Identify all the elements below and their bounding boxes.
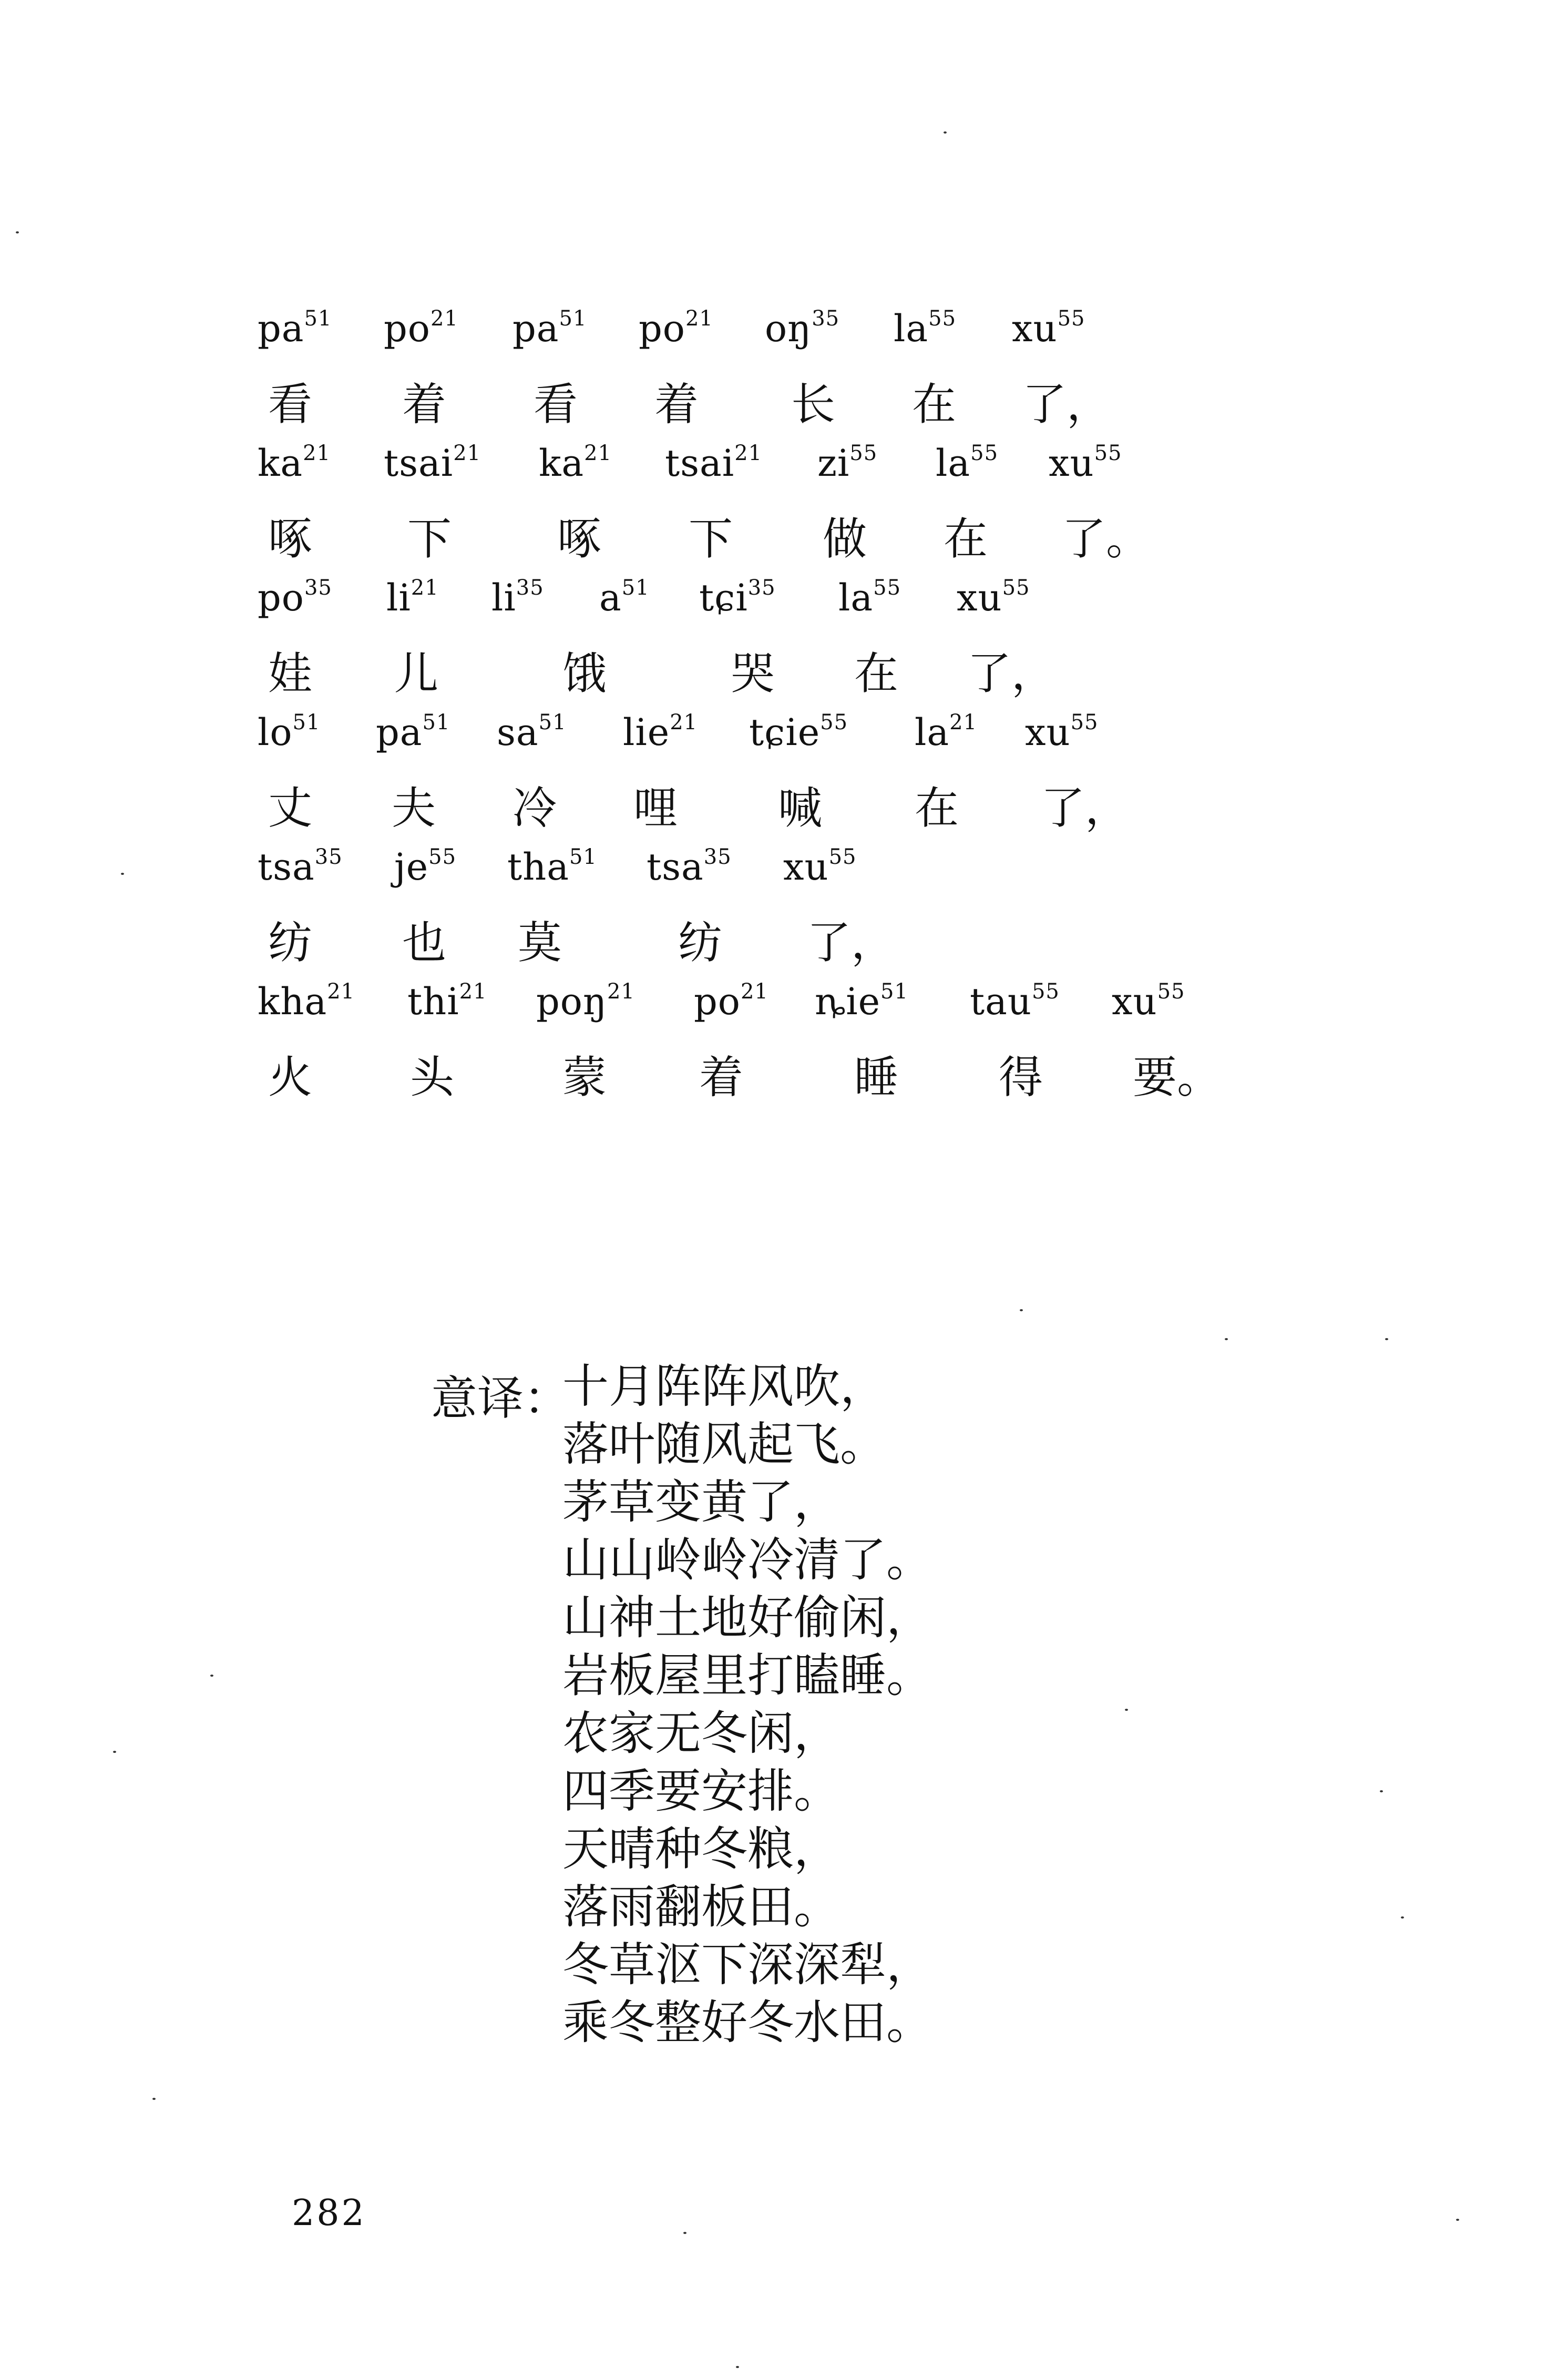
romanization-line bbox=[258, 698, 1309, 766]
gloss-char: 啄 bbox=[268, 513, 313, 565]
syllable: tɕi$^{35}$ bbox=[699, 575, 776, 619]
syllable: $la^{55}$ bbox=[894, 306, 957, 350]
scan-speck bbox=[1125, 1709, 1128, 1711]
scan-speck bbox=[1456, 2219, 1459, 2221]
gloss-char: 看 bbox=[268, 379, 313, 430]
gloss-char: 喊 bbox=[778, 782, 823, 834]
romanization-line bbox=[258, 294, 1309, 362]
scan-speck bbox=[210, 1675, 213, 1677]
syllable: $ka^{21}$ bbox=[258, 441, 331, 485]
gloss-char: 下 bbox=[689, 513, 733, 565]
interlinear-gloss bbox=[258, 294, 1309, 1102]
syllable: $oŋ^{35}$ bbox=[765, 306, 840, 350]
gloss-char: 夫 bbox=[392, 782, 436, 834]
syllable: $xu^{55}$ bbox=[1049, 441, 1122, 485]
romanization-line bbox=[258, 833, 1309, 900]
gloss-char: 长 bbox=[791, 379, 836, 430]
gloss-char: 在 bbox=[912, 379, 957, 430]
romanization-line bbox=[258, 564, 1309, 631]
syllable: $xu^{55}$ bbox=[1012, 306, 1085, 350]
gloss-char: 得 bbox=[999, 1052, 1043, 1103]
scan-speck bbox=[736, 2366, 739, 2368]
syllable: kha$^{21}$ bbox=[258, 979, 355, 1023]
syllable: $xu^{55}$ bbox=[1112, 979, 1185, 1023]
chinese-gloss-line bbox=[258, 631, 1309, 698]
syllable: tɕie$^{55}$ bbox=[749, 710, 848, 754]
syllable: tsai$^{21}$ bbox=[665, 441, 763, 485]
syllable: $pa^{51}$ bbox=[376, 710, 450, 754]
syllable: tsai$^{21}$ bbox=[384, 441, 481, 485]
gloss-char: 着 bbox=[654, 379, 699, 430]
gloss-char: 在 bbox=[854, 648, 899, 699]
translation-line: 天晴种冬粮， bbox=[562, 1822, 841, 1876]
syllable: $po^{21}$ bbox=[384, 306, 458, 350]
gloss-char: 要。 bbox=[1133, 1052, 1222, 1103]
syllable: $xu^{55}$ bbox=[957, 575, 1030, 619]
translation-line: 茅草变黄了， bbox=[562, 1475, 841, 1529]
gloss-char: 在 bbox=[915, 782, 959, 834]
syllable: thi$^{21}$ bbox=[407, 979, 487, 1023]
translation-line: 冬草沤下深深犁， bbox=[562, 1937, 933, 1992]
translation-line: 十月阵阵风吹， bbox=[562, 1359, 887, 1413]
gloss-char: 了， bbox=[807, 917, 896, 968]
gloss-char: 也 bbox=[402, 917, 447, 968]
gloss-char: 看 bbox=[534, 379, 578, 430]
syllable: tsa$^{35}$ bbox=[258, 844, 343, 889]
scan-speck bbox=[121, 873, 124, 875]
gloss-char: 啄 bbox=[557, 513, 602, 565]
syllable: tsa$^{35}$ bbox=[647, 844, 732, 889]
translation-line: 山神土地好偷闲， bbox=[562, 1590, 933, 1645]
syllable: $po^{35}$ bbox=[258, 575, 332, 619]
gloss-char: 纺 bbox=[678, 917, 723, 968]
scan-speck bbox=[1380, 1790, 1383, 1792]
chinese-gloss-line bbox=[258, 766, 1309, 833]
syllable: $li^{21}$ bbox=[386, 575, 439, 619]
scan-speck bbox=[1385, 1338, 1388, 1340]
scan-speck bbox=[113, 1751, 116, 1753]
syllable: $pa^{51}$ bbox=[258, 306, 332, 350]
gloss-char: 了， bbox=[1041, 782, 1130, 834]
translation-line: 岩板屋里打瞌睡。 bbox=[562, 1648, 933, 1702]
gloss-char: 着 bbox=[402, 379, 447, 430]
romanization-line bbox=[258, 967, 1309, 1035]
gloss-char: 了。 bbox=[1062, 513, 1151, 565]
gloss-char: 睡 bbox=[854, 1052, 899, 1103]
scan-speck bbox=[683, 2232, 686, 2234]
syllable: $ka^{21}$ bbox=[539, 441, 612, 485]
syllable: lie$^{21}$ bbox=[623, 710, 698, 754]
syllable: ȵie$^{51}$ bbox=[815, 979, 908, 1023]
gloss-char: 着 bbox=[699, 1052, 744, 1103]
romanization-line bbox=[258, 429, 1309, 496]
syllable: poŋ$^{21}$ bbox=[536, 979, 635, 1023]
syllable: $pa^{51}$ bbox=[513, 306, 587, 350]
gloss-char: 纺 bbox=[268, 917, 313, 968]
chinese-gloss-line bbox=[258, 900, 1309, 967]
gloss-char: 莫 bbox=[518, 917, 562, 968]
gloss-char: 哭 bbox=[731, 648, 775, 699]
translation-line: 落叶随风起飞。 bbox=[562, 1417, 887, 1471]
scan-speck bbox=[1401, 1916, 1404, 1919]
gloss-char: 下 bbox=[407, 513, 452, 565]
page-number: 282 bbox=[292, 2192, 366, 2234]
syllable: $a^{51}$ bbox=[599, 575, 650, 619]
gloss-char: 头 bbox=[410, 1052, 455, 1103]
syllable: $xu^{55}$ bbox=[1025, 710, 1099, 754]
chinese-gloss-line bbox=[258, 362, 1309, 429]
gloss-char: 在 bbox=[944, 513, 988, 565]
syllable: $xu^{55}$ bbox=[783, 844, 857, 889]
chinese-gloss-line bbox=[258, 1035, 1309, 1102]
translation-line: 落雨翻板田。 bbox=[562, 1880, 841, 1934]
syllable: $je^{55}$ bbox=[394, 844, 457, 889]
gloss-char: 冷 bbox=[513, 782, 557, 834]
gloss-char: 了， bbox=[1022, 379, 1111, 430]
syllable: $po^{21}$ bbox=[694, 979, 768, 1023]
gloss-char: 做 bbox=[823, 513, 867, 565]
syllable: $li^{35}$ bbox=[491, 575, 544, 619]
syllable: tha$^{51}$ bbox=[507, 844, 597, 889]
translation-line: 山山岭岭冷清了。 bbox=[562, 1533, 933, 1587]
gloss-char: 了， bbox=[967, 648, 1056, 699]
scan-speck bbox=[1225, 1338, 1228, 1340]
scan-speck bbox=[16, 231, 19, 233]
syllable: tau$^{55}$ bbox=[970, 979, 1060, 1023]
gloss-char: 丈 bbox=[268, 782, 313, 834]
gloss-char: 火 bbox=[268, 1052, 313, 1103]
scan-speck bbox=[152, 2098, 156, 2100]
syllable: $la^{21}$ bbox=[915, 710, 978, 754]
syllable: $la^{55}$ bbox=[838, 575, 901, 619]
syllable: $sa^{51}$ bbox=[497, 710, 567, 754]
scan-speck bbox=[944, 131, 947, 134]
gloss-char: 娃 bbox=[268, 648, 313, 699]
translation-line: 四季要安排。 bbox=[562, 1764, 841, 1818]
translation-lines bbox=[562, 1359, 933, 2056]
syllable: $po^{21}$ bbox=[639, 306, 713, 350]
syllable: $zi^{55}$ bbox=[817, 441, 878, 485]
gloss-char: 蒙 bbox=[562, 1052, 607, 1103]
syllable: $la^{55}$ bbox=[936, 441, 999, 485]
gloss-char: 哩 bbox=[633, 782, 678, 834]
translation-label: 意译： bbox=[431, 1371, 570, 1425]
gloss-char: 饿 bbox=[562, 648, 607, 699]
gloss-char: 儿 bbox=[394, 648, 439, 699]
scan-speck bbox=[1020, 1309, 1023, 1311]
translation-line: 乘冬整好冬水田。 bbox=[562, 1995, 933, 2049]
chinese-gloss-line bbox=[258, 496, 1309, 564]
translation-line: 农家无冬闲， bbox=[562, 1706, 841, 1760]
syllable: $lo^{51}$ bbox=[258, 710, 321, 754]
